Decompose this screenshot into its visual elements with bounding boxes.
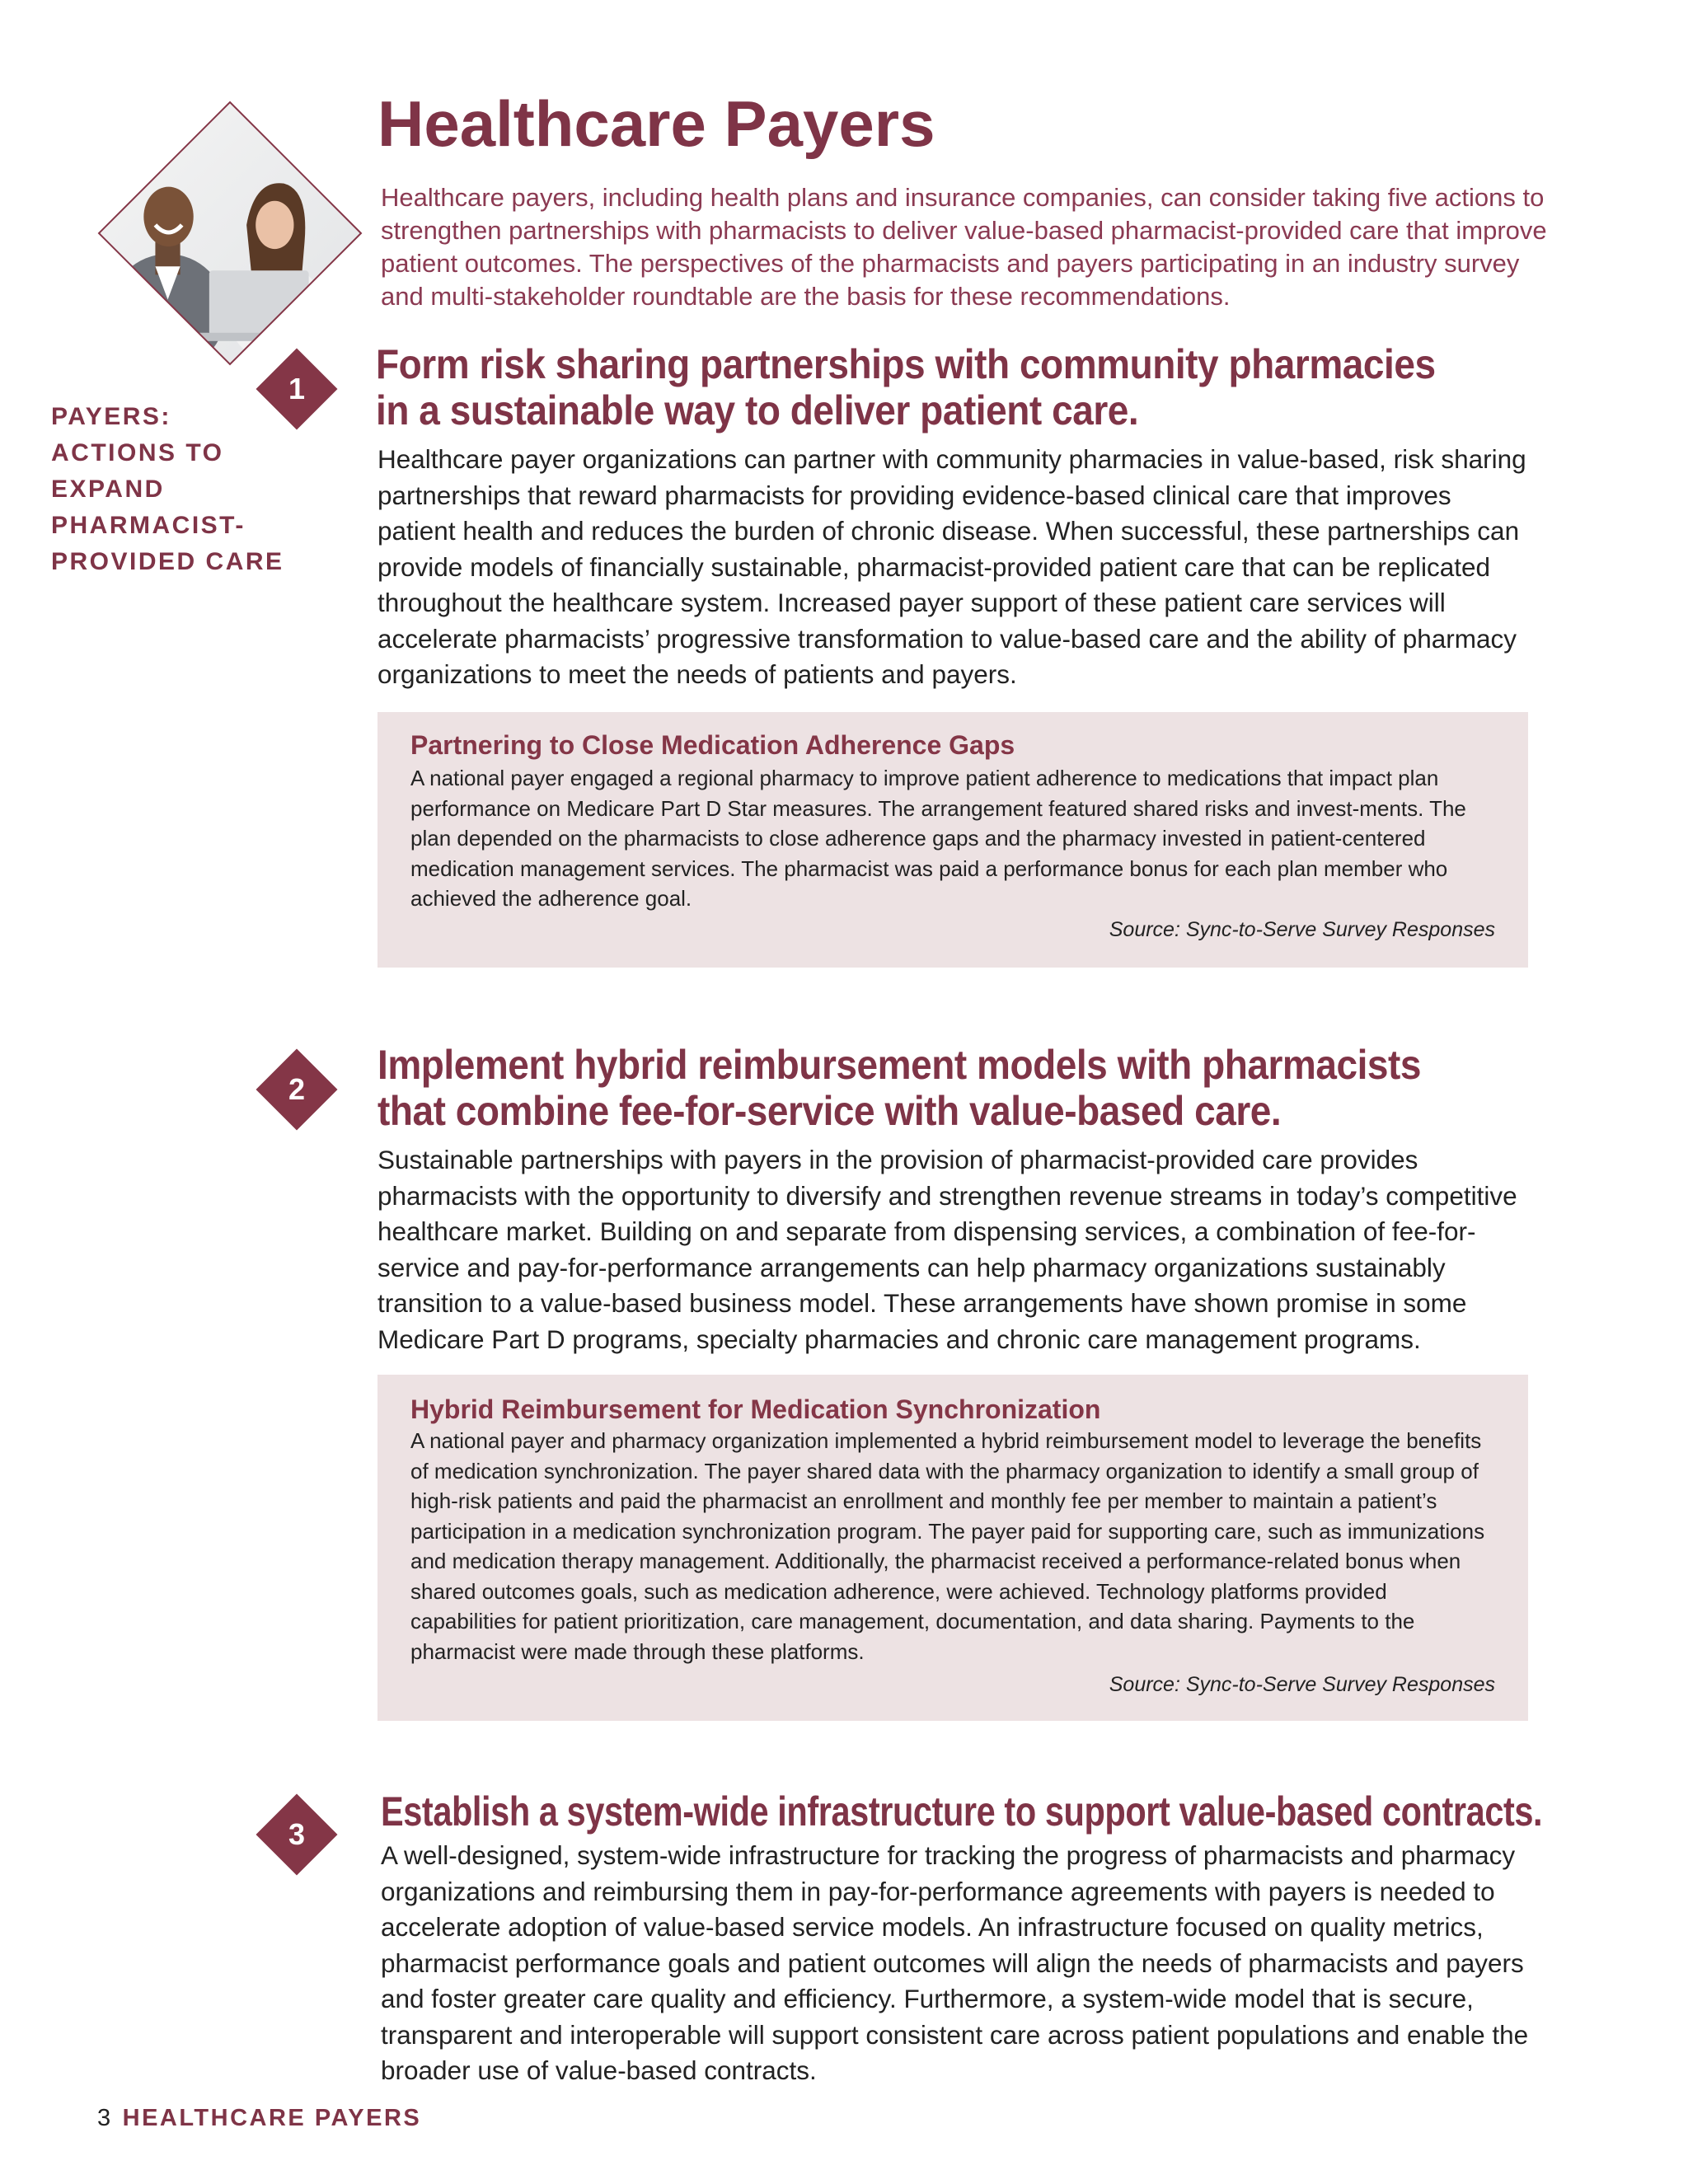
case-study-source: Source: Sync-to-Serve Survey Responses xyxy=(1109,918,1495,941)
section-heading-line: in a sustainable way to deliver patient care. xyxy=(376,387,1139,434)
section-number: 1 xyxy=(288,372,306,405)
case-study-box xyxy=(377,1375,1528,1721)
section-number-badge xyxy=(256,1048,338,1131)
header-photo xyxy=(97,101,363,366)
section-number: 2 xyxy=(288,1072,306,1106)
section-number-badge xyxy=(256,1793,338,1876)
section-number-badge xyxy=(256,348,338,430)
case-study-body: A national payer and pharmacy organization implemented a hybrid reimbursement model to leverage the benefits of medication synchronization. The payer shared data with the pharmacy organization to identify a small group of high-risk patients and paid the pharmacist an enrollment and monthly fee per member to maintain a patient’s participation in a medication synchronization program. The payer paid for supporting care, such as immunizations and medication therapy management. Additionally, the pharmacist received a performance-related bonus when shared outcomes goals, such as medication adherence, were achieved. Technology platforms provided capabilities for patient prioritization, care management, documentation, and data sharing. Payments to the pharmacist were made through these platforms. xyxy=(410,1428,1485,1664)
case-study-box xyxy=(377,712,1528,968)
section-heading xyxy=(377,1042,1421,1134)
case-study-title: Partnering to Close Medication Adherence Gaps xyxy=(410,730,1015,760)
intro-paragraph: Healthcare payers, including health plans and insurance companies, can consider taking five actions to strengthen partnerships with pharmacists to deliver value-based pharmacist-provided care that improve patient outcomes. The perspectives of the pharmacists and payers participating in an industry survey and multi-stakeholder roundtable are the basis for these recommendations. xyxy=(381,183,1547,311)
sidebar-label-line: EXPAND PHARMACIST- xyxy=(51,476,246,539)
case-study-title: Hybrid Reimbursement for Medication Synchronization xyxy=(410,1394,1101,1424)
case-study-body: A national payer engaged a regional pharmacy to improve patient adherence to medications that impact plan performance on Medicare Part D Star measures. The arrangement featured shared risks and invest-ments. The plan depended on the pharmacists to close adherence gaps and the pharmacy invested in patient-centered medication management services. The pharmacist was paid a performance bonus for each plan member who achieved the adherence goal. xyxy=(410,766,1466,911)
sidebar-label-line: PAYERS: xyxy=(51,403,171,430)
section-heading-line: Implement hybrid reimbursement models with pharmacists xyxy=(377,1042,1422,1088)
section-heading-line: Form risk sharing partnerships with community pharmacies xyxy=(376,341,1436,387)
section-body: Healthcare payer organizations can partner with community pharmacies in value-based, risk sharing partnerships that reward pharmacists for providing evidence-based clinical care that improves patient health and reduces the burden of chronic disease. When successful, these partnerships can provide models of financially sustainable, pharmacist-provided patient care that can be replicated throughout the healthcare system. Increased payer support of these patient care services will accelerate pharmacists’ progressive transformation to value-based care and the ability of pharmacy organizations to meet the needs of patients and payers. xyxy=(377,444,1526,689)
page-title: Healthcare Payers xyxy=(377,87,935,160)
page-footer xyxy=(97,2105,421,2132)
sidebar-label-line: ACTIONS TO xyxy=(51,439,224,466)
section-body: A well-designed, system-wide infrastructure for tracking the progress of pharmacists and pharmacy organizations and reimbursing them in pay-for-performance agreements with payers is needed to accelerate adoption of value-based service models. An infrastructure focused on quality metrics, pharmacist performance goals and patient outcomes will align the needs of pharmacists and payers and foster greater care quality and efficiency. Furthermore, a system-wide model that is secure, transparent and interoperable will support consistent care across patient populations and enable the broader use of value-based contracts. xyxy=(381,1840,1529,2085)
section-heading-line: that combine fee-for-service with value-based care. xyxy=(377,1088,1282,1134)
case-study-source: Source: Sync-to-Serve Survey Responses xyxy=(1109,1673,1495,1696)
section-heading xyxy=(376,341,1436,434)
page-number: 3 xyxy=(97,2105,113,2131)
footer-title: HEALTHCARE PAYERS xyxy=(122,2105,422,2131)
section-heading xyxy=(381,1788,1542,1835)
section-body: Sustainable partnerships with payers in the provision of pharmacist-provided care provides pharmacists with the opportunity to diversify and strengthen revenue streams in today’s competitive healthcare market. Building on and separate from dispensing services, a combination of fee-for-service and pay-for-performance arrangements can help pharmacy organizations sustainably transition to a value-based business model. These arrangements have shown promise in some Medicare Part D programs, specialty pharmacies and chronic care management programs. xyxy=(377,1145,1517,1354)
section-heading-line: Establish a system-wide infrastructure to support value-based contracts. xyxy=(381,1788,1543,1835)
section-number: 3 xyxy=(288,1817,306,1851)
sidebar-label-line: PROVIDED CARE xyxy=(51,548,284,575)
